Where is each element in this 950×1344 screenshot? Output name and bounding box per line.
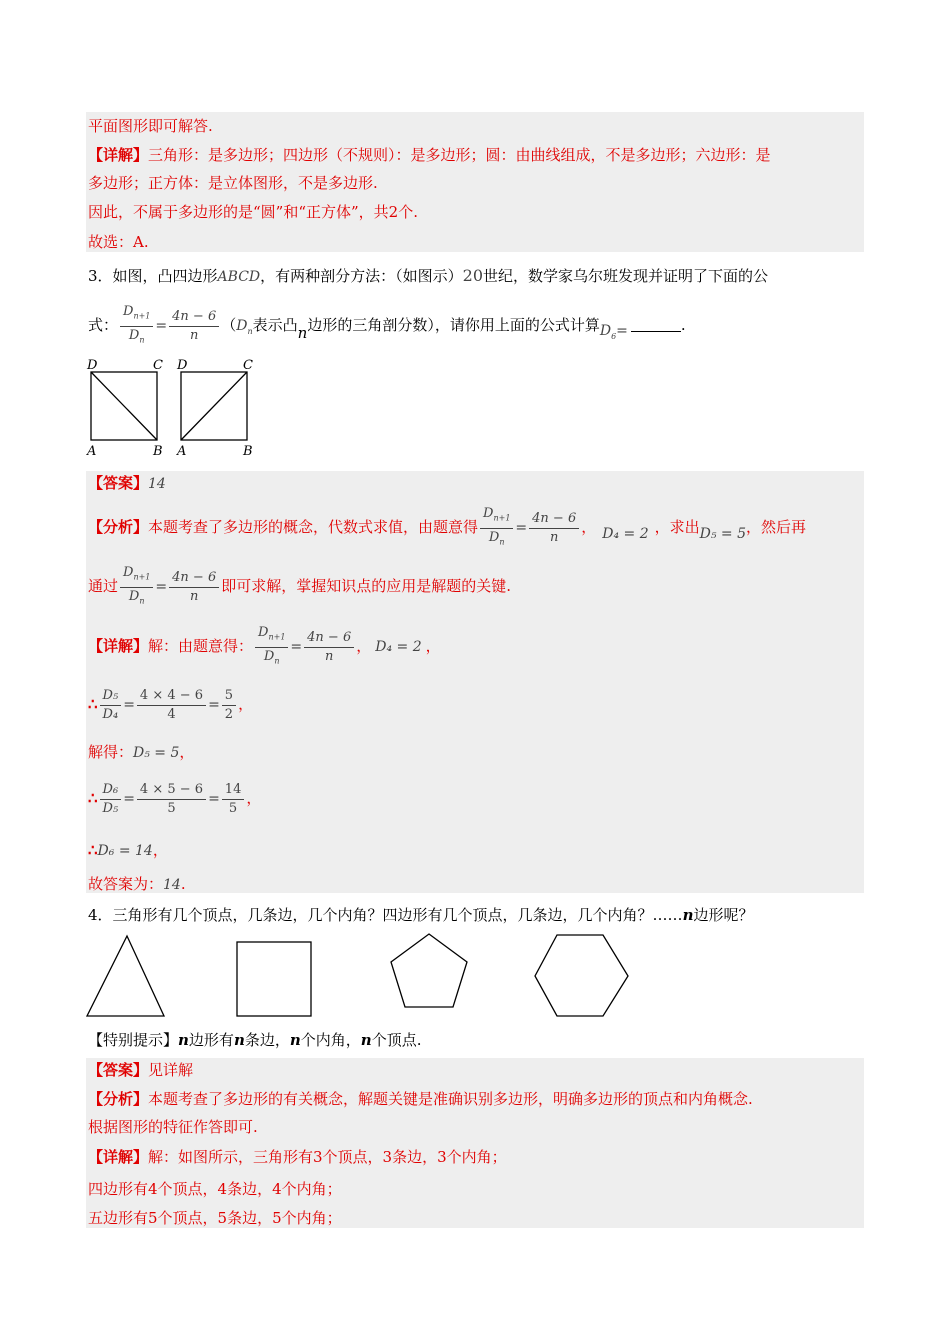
frac-den: D <box>263 648 275 664</box>
d6-sub: 6 <box>611 332 617 342</box>
therefore-symbol: ∴ <box>88 789 98 807</box>
therefore-symbol: ∴ <box>88 695 98 713</box>
q3-step1: ∴ $\frac{\text{D₅}}{\text{D₄}}$ = $\frac{4 \times 4 - 6}{4}$ = $\frac{5}{2}$ ， <box>88 687 254 722</box>
solution-detail-line <box>88 145 771 165</box>
label-d: D <box>177 358 188 373</box>
answer-value: 14 <box>148 476 166 492</box>
detail-tag: 【详解】 <box>88 1148 149 1166</box>
detail-text: 解：如图所示，三角形有3个顶点，3条边，3个内角； <box>148 1148 507 1166</box>
detail-tag: 【详解】 <box>88 146 149 164</box>
frac-den-sub: n <box>139 335 145 345</box>
frac-num: D <box>123 304 134 319</box>
analysis-text: ， <box>581 518 597 537</box>
step3-mid <box>137 781 206 818</box>
equals: = <box>515 520 528 537</box>
dn: D <box>236 318 248 335</box>
frac-num-sub: n+1 <box>268 632 286 642</box>
frac-den: 4 <box>167 706 176 722</box>
frac-den: n <box>189 327 199 343</box>
q3-formula-left <box>120 303 153 349</box>
frac-den: D <box>488 529 500 545</box>
q3-text: ，有两种剖分方法：（如图示） <box>260 267 463 285</box>
detail-text: ， <box>356 637 372 656</box>
frac-den: n <box>550 529 559 545</box>
frac-den-sub: n <box>499 537 505 547</box>
step1-mid <box>137 687 206 724</box>
frac-num: D₆ <box>100 781 122 800</box>
q3-year: 20 <box>462 266 484 285</box>
hint-text: 边形有 <box>188 1031 234 1049</box>
dn-sub: n <box>247 327 253 337</box>
q4-detail-pent: 五边形有5个顶点，5条边，5个内角； <box>88 1209 342 1227</box>
analysis-text: ，然后再 <box>746 518 807 537</box>
formula-right <box>529 510 579 547</box>
d4-eq: D₄ = 2 <box>602 526 649 543</box>
frac-den: D₄ <box>102 706 119 722</box>
formula-right <box>304 629 354 666</box>
frac-den: 5 <box>167 800 176 816</box>
frac-den: D <box>128 327 140 343</box>
frac-num: 4 × 4 − 6 <box>137 687 206 706</box>
step1-lhs <box>100 687 122 724</box>
q3-text: （ <box>221 316 237 335</box>
hint-text: 个顶点. <box>371 1031 422 1049</box>
d4-eq: D₄ = 2 <box>375 639 422 656</box>
step1-rhs <box>222 687 236 724</box>
frac-num-sub: n+1 <box>133 572 151 582</box>
equals: = <box>290 639 303 656</box>
q4-analysis <box>88 1089 753 1109</box>
frac-den: D <box>128 588 140 604</box>
analysis-text: 本题考查了多边形的有关概念，解题关键是准确识别多边形，明确多边形的顶点和内角概念. <box>148 1090 753 1108</box>
answer-value: 见详解 <box>148 1061 194 1079</box>
q3-analysis-line2 <box>88 564 511 610</box>
frac-num: 4n − 6 <box>304 629 354 648</box>
label-d: D <box>87 358 98 373</box>
q4-stem <box>88 905 753 925</box>
q3-detail-line1 <box>88 624 441 670</box>
solve-text: 解得： <box>88 743 134 761</box>
q3-formula-right <box>169 308 219 345</box>
frac-num: 4n − 6 <box>169 569 219 588</box>
frac-num: 5 <box>222 687 236 706</box>
analysis-text: 通过 <box>88 577 119 596</box>
hint-text: 个内角， <box>300 1031 361 1049</box>
q3-stem-line2 <box>88 303 686 354</box>
q4-answer <box>88 1060 193 1080</box>
q3-step4 <box>88 840 168 861</box>
q3-text: 式： <box>88 316 119 335</box>
q3-text: 世纪，数学家乌尔班发现并证明了下面的公 <box>483 267 769 285</box>
n-var: n <box>178 1031 189 1049</box>
solution-text: 因此，不属于多边形的是“圆”和“正方体”，共2个. <box>88 203 418 221</box>
q3-text: 表示凸 <box>252 316 298 335</box>
frac-den: 2 <box>224 706 234 722</box>
frac-den: 5 <box>228 800 238 816</box>
comma: ， <box>179 743 195 761</box>
q4-text: 4．三角形有几个顶点，几条边，几个内角？四边形有几个顶点，几条边，几个内角？…… <box>88 906 683 924</box>
d6: D <box>599 323 612 340</box>
q3-step2 <box>88 742 194 763</box>
hint-tag: 【特别提示】 <box>88 1031 179 1049</box>
detail-text: 三角形：是多边形；四边形（不规则）：是多边形；圆：由曲线组成，不是多边形；六边形：是 <box>148 146 771 164</box>
formula-right <box>169 569 219 606</box>
pentagon-shape <box>391 934 467 1007</box>
answer-tag: 【答案】 <box>88 474 149 492</box>
analysis-text: ，求出 <box>654 518 700 537</box>
q3-text: . <box>680 316 686 335</box>
q4-figure-polygons <box>84 932 634 1022</box>
detail-text: 解：由题意得： <box>148 637 254 656</box>
hint-text: 条边， <box>244 1031 290 1049</box>
d5-eq: D₅ = 5 <box>699 526 747 543</box>
step3-lhs <box>100 781 122 818</box>
equals: = <box>155 318 168 335</box>
formula-left <box>255 624 288 670</box>
analysis-text: 即可求解，掌握知识点的应用是解题的关键. <box>221 577 511 596</box>
frac-num: D <box>483 506 494 521</box>
q4-detail-quad: 四边形有4个顶点，4条边，4个内角； <box>88 1180 342 1198</box>
equals: = <box>155 579 168 596</box>
q4-detail <box>88 1147 507 1167</box>
frac-num: D <box>123 565 134 580</box>
step3-rhs <box>222 781 245 818</box>
solution-text: 故选：A. <box>88 233 149 251</box>
final-value: 14 <box>163 877 181 893</box>
label-a: A <box>87 444 97 459</box>
detail-tag: 【详解】 <box>88 637 149 656</box>
label-c: C <box>153 358 163 373</box>
equals: = <box>616 323 628 340</box>
triangle-shape <box>87 936 164 1016</box>
q4-hint <box>88 1030 421 1050</box>
frac-den: n <box>189 588 199 604</box>
frac-num: 4n − 6 <box>529 510 579 529</box>
frac-num: 4 × 5 − 6 <box>137 781 206 800</box>
solution-block-q4 <box>86 1058 864 1228</box>
analysis-text: 本题考查了多边形的概念，代数式求值，由题意得 <box>148 518 479 537</box>
q3-final <box>88 874 186 895</box>
d6-value: D₆ = 14 <box>97 843 153 859</box>
detail-text: ， <box>425 637 441 656</box>
q3-stem-line1 <box>88 266 768 287</box>
diagonal-right <box>181 372 247 440</box>
q3-text: 3．如图，凸四边形 <box>88 267 218 285</box>
frac-den: n <box>325 648 334 664</box>
q4-text: 边形呢？ <box>693 906 754 924</box>
q3-figure-quadrilaterals <box>84 355 274 460</box>
frac-den: D₅ <box>102 800 119 816</box>
q3-text: 边形的三角剖分数），请你用上面的公式计算 <box>307 316 600 335</box>
label-c: C <box>243 358 253 373</box>
solution-text: 多边形；正方体：是立体图形，不是多边形. <box>88 174 378 192</box>
q3-answer <box>88 473 166 494</box>
frac-den-sub: n <box>274 656 280 666</box>
frac-num: 4n − 6 <box>169 308 219 327</box>
analysis-tag: 【分析】 <box>88 518 149 537</box>
diagonal-left <box>91 372 157 440</box>
therefore-symbol: ∴ <box>88 841 98 859</box>
comma: ， <box>238 695 254 713</box>
analysis-tag: 【分析】 <box>88 1090 149 1108</box>
frac-num-sub: n+1 <box>493 513 511 523</box>
q3-analysis-line1 <box>88 505 806 551</box>
answer-blank <box>631 331 681 332</box>
n-var: n <box>682 906 694 924</box>
frac-num: D <box>258 625 269 640</box>
formula-left <box>480 505 513 551</box>
label-b: B <box>153 444 163 459</box>
n-var: n <box>233 1031 245 1049</box>
final-text: 故答案为： <box>88 875 164 893</box>
answer-tag: 【答案】 <box>88 1061 149 1079</box>
label-b: B <box>243 444 253 459</box>
solution-text: 平面图形即可解答. <box>88 117 213 135</box>
q3-abcd: ABCD <box>217 269 261 285</box>
frac-den-sub: n <box>139 596 145 606</box>
n-var: n <box>289 1031 301 1049</box>
n-var: n <box>360 1031 372 1049</box>
q4-analysis-2: 根据图形的特征作答即可. <box>88 1118 258 1136</box>
n-var: n <box>297 324 308 343</box>
hexagon-shape <box>535 935 628 1016</box>
frac-num: D₅ <box>100 687 122 706</box>
comma: ， <box>246 789 262 807</box>
formula-left <box>120 564 153 610</box>
final-end: . <box>180 875 186 893</box>
solve-value: D₅ = 5 <box>133 745 180 761</box>
q3-step3: ∴ $\frac{\text{D₆}}{\text{D₅}}$ = $\frac{4 \times 5 - 6}{5}$ = $\frac{14}{5}$ ， <box>88 781 262 816</box>
square-shape <box>237 942 311 1016</box>
comma: ， <box>152 841 168 859</box>
label-a: A <box>177 444 187 459</box>
frac-num: 14 <box>222 781 245 800</box>
frac-num-sub: n+1 <box>133 311 151 321</box>
